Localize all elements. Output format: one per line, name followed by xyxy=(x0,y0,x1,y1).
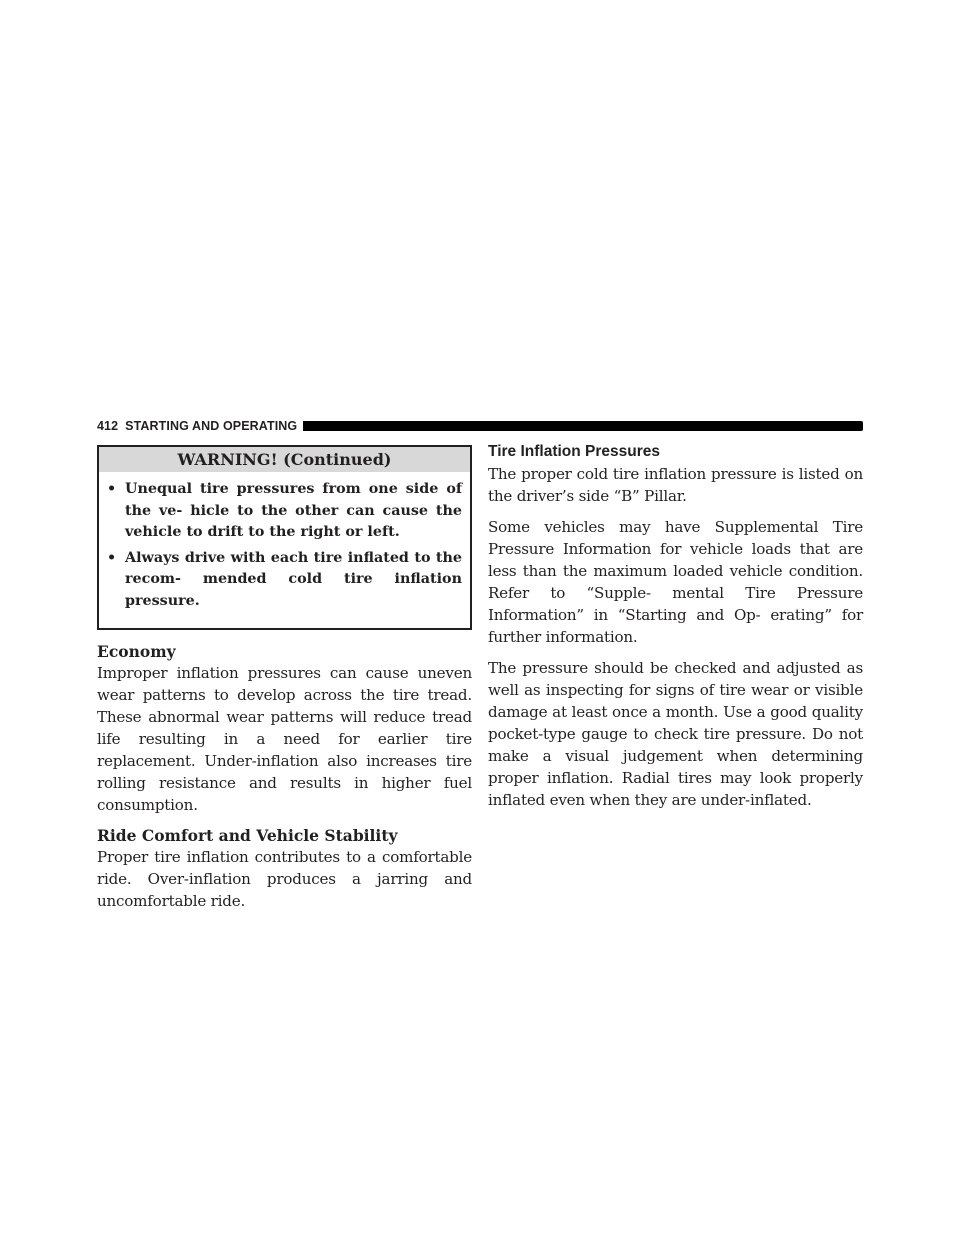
pressures-paragraph-2: Some vehicles may have Supplemental Tire Pressure Information for vehicle loads that are less than the maximum loaded vehicle condition. Refer to “Supple- mental Tire Pressure Information” in “Starting and Op- erating” for further information. xyxy=(488,518,863,646)
bullet-icon: • xyxy=(107,481,117,497)
bullet-icon: • xyxy=(107,549,117,566)
page-number: 412 xyxy=(97,419,119,433)
warning-title: WARNING! (Continued) xyxy=(99,447,470,472)
warning-item-text: Unequal tire pressures from one side of the ve- hicle to the other can cause the vehicle to drift to the right or left. xyxy=(125,481,462,540)
pressures-paragraph-3: The pressure should be checked and adjusted as well as inspecting for signs of tire wear or visible damage at least once a month. Use a good quality pocket-type gauge to check tire pressure. Do not make a visual judgement when determining proper inflation. Radial tires may look properly inflated even when they are under-inflated. xyxy=(488,659,863,809)
right-column xyxy=(488,443,863,811)
warning-item xyxy=(107,548,462,613)
ride-paragraph: Proper tire inflation contributes to a comfortable ride. Over-inflation produces a jarring and uncomfortable ride. xyxy=(97,848,472,910)
warning-item xyxy=(107,479,462,544)
ride-heading: Ride Comfort and Vehicle Stability xyxy=(97,826,398,845)
pressures-heading: Tire Inflation Pressures xyxy=(488,443,660,460)
economy-paragraph: Improper inflation pressures can cause uneven wear patterns to develop across the tire tread. These abnormal wear patterns will reduce tread life resulting in a need for earlier tire replacement. Under-inflation also increases tire rolling resistance and results in higher fuel consumption. xyxy=(97,664,472,814)
page-header xyxy=(97,418,863,434)
warning-box xyxy=(97,445,472,630)
warning-item-text: Always drive with each tire inflated to the recom- mended cold tire inflation pressure. xyxy=(125,549,462,609)
economy-heading: Economy xyxy=(97,642,176,661)
section-title: STARTING AND OPERATING xyxy=(125,419,298,433)
header-rule xyxy=(303,421,863,431)
warning-list xyxy=(99,472,470,628)
pressures-paragraph-1: The proper cold tire inflation pressure is listed on the driver’s side “B” Pillar. xyxy=(488,465,863,505)
left-column xyxy=(97,445,472,912)
